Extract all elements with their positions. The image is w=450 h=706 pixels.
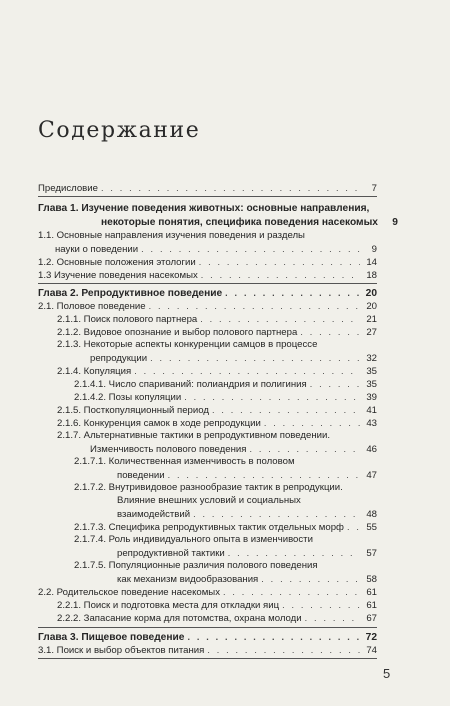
toc-entry-2-1-5[interactable]: 2.1.5. Посткопуляционный период . . . 41 xyxy=(57,404,377,417)
toc-chapter-3[interactable]: Глава 3. Пищевое поведение . . . 72 xyxy=(38,631,377,644)
toc-entry-2-1-6[interactable]: 2.1.6. Конкуренция самок в ходе репродукции . . . 43 xyxy=(57,417,377,430)
toc-entry-2-1-4-1[interactable]: 2.1.4.1. Число спариваний: полиандрия и полигиния . . . 35 xyxy=(74,378,377,391)
toc-entry-2-1-3[interactable]: репродукции . . . 32 xyxy=(90,352,377,365)
toc-entry-1-2[interactable]: 1.2. Основные положения этологии . . . 14 xyxy=(38,256,377,269)
toc-entry-1-1-line1[interactable]: 1.1. Основные направления изучения поведения и разделы xyxy=(38,230,305,241)
section-divider xyxy=(38,196,377,197)
leader-dots xyxy=(225,287,360,299)
leader-dots xyxy=(212,404,360,416)
leader-dots xyxy=(184,391,360,403)
leader-dots xyxy=(187,631,360,643)
toc-entry-1-1[interactable]: науки о поведении . . . 9 xyxy=(55,243,377,256)
toc-entry-2-1-7-1[interactable]: поведении . . . 47 xyxy=(117,469,377,482)
toc-entry-2-1-7-2-line1[interactable]: 2.1.7.2. Внутривидовое разнообразие тактик в репродукции. xyxy=(74,482,343,493)
section-divider xyxy=(38,658,377,659)
leader-dots xyxy=(249,443,360,455)
leader-dots xyxy=(193,508,360,520)
toc-entry-2-2-1[interactable]: 2.2.1. Поиск и подготовка места для откладки яиц . . . 61 xyxy=(57,599,377,612)
toc-entry-3-1[interactable]: 3.1. Поиск и выбор объектов питания . . . 74 xyxy=(38,644,377,657)
leader-dots xyxy=(150,352,360,364)
page-title: Содержание xyxy=(38,118,201,143)
leader-dots xyxy=(199,256,360,268)
toc-entry-2-2[interactable]: 2.2. Родительское поведение насекомых . . . 61 xyxy=(38,586,377,599)
toc-entry-2-1-7-1-line1[interactable]: 2.1.7.1. Количественная изменчивость в половом xyxy=(74,456,295,467)
leader-dots xyxy=(200,313,360,325)
leader-dots xyxy=(223,586,360,598)
toc-entry-preface[interactable]: Предисловие . . . 7 xyxy=(38,182,377,195)
leader-dots xyxy=(310,378,360,390)
toc-entry-2-1-7-2[interactable]: взаимодействий . . . 48 xyxy=(117,508,377,521)
leader-dots xyxy=(282,599,360,611)
toc-entry-2-1-7-3[interactable]: 2.1.7.3. Специфика репродуктивных тактик отдельных морф . . . 55 xyxy=(74,521,377,534)
toc-entry-2-1[interactable]: 2.1. Половое поведение . . . 20 xyxy=(38,300,377,313)
toc-entry-2-1-7-2-line2[interactable]: Влияние внешних условий и социальных xyxy=(117,495,301,506)
toc-entry-2-1-7-5[interactable]: как механизм видообразования . . . 58 xyxy=(117,573,377,586)
leader-dots xyxy=(201,269,360,281)
toc-entry-2-1-1[interactable]: 2.1.1. Поиск полового партнера . . . 21 xyxy=(57,313,377,326)
toc-entry-2-1-7-4[interactable]: репродуктивной тактики . . . 57 xyxy=(117,547,377,560)
leader-dots xyxy=(228,547,360,559)
toc-chapter-1-line1[interactable]: Глава 1. Изучение поведения животных: основные направления, xyxy=(38,203,370,214)
leader-dots xyxy=(347,521,360,533)
leader-dots xyxy=(134,365,360,377)
toc-entry-2-1-7-5-line1[interactable]: 2.1.7.5. Популяционные различия полового поведения xyxy=(74,560,318,571)
toc-entry-2-1-7-line1[interactable]: 2.1.7. Альтернативные тактики в репродуктивном поведении. xyxy=(57,430,331,441)
leader-dots xyxy=(300,326,360,338)
toc-chapter-1[interactable]: некоторые понятия, специфика поведения насекомых 9 xyxy=(101,217,398,228)
page-number: 5 xyxy=(383,666,391,681)
leader-dots xyxy=(261,573,360,585)
section-divider xyxy=(38,627,377,628)
leader-dots xyxy=(149,300,360,312)
toc-entry-2-2-2[interactable]: 2.2.2. Запасание корма для потомства, охрана молоди . . . 67 xyxy=(57,612,377,625)
toc-entry-2-1-3-line1[interactable]: 2.1.3. Некоторые аспекты конкуренции самцов в процессе xyxy=(57,339,318,350)
leader-dots xyxy=(101,182,360,194)
leader-dots xyxy=(305,612,360,624)
leader-dots xyxy=(168,469,360,481)
leader-dots xyxy=(264,417,360,429)
leader-dots xyxy=(141,243,360,255)
toc-entry-2-1-7-4-line1[interactable]: 2.1.7.4. Роль индивидуального опыта в изменчивости xyxy=(74,534,313,545)
section-divider xyxy=(38,283,377,284)
toc-entry-2-1-2[interactable]: 2.1.2. Видовое опознание и выбор полового партнера . . . 27 xyxy=(57,326,377,339)
toc-entry-1-3[interactable]: 1.3 Изучение поведения насекомых . . . 18 xyxy=(38,269,377,282)
toc-entry-2-1-7[interactable]: Изменчивость полового поведения . . . 46 xyxy=(90,443,377,456)
toc-entry-2-1-4[interactable]: 2.1.4. Копуляция . . . 35 xyxy=(57,365,377,378)
toc-entry-2-1-4-2[interactable]: 2.1.4.2. Позы копуляции . . . 39 xyxy=(74,391,377,404)
leader-dots xyxy=(207,644,360,656)
toc-chapter-2[interactable]: Глава 2. Репродуктивное поведение . . . 20 xyxy=(38,287,377,300)
